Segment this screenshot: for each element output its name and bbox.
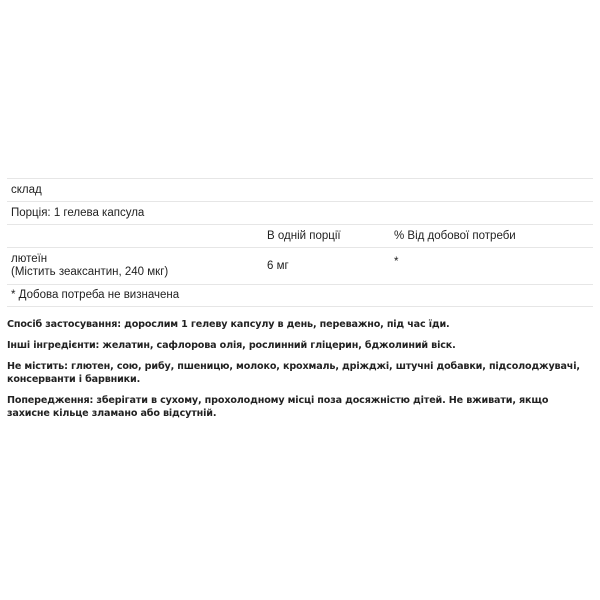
column-header-per-serving: В одній порції xyxy=(267,229,341,242)
does-not-contain-note: Не містить: глютен, сою, рибу, пшеницю, молоко, крохмаль, дріжджі, штучні добавки, підсолоджувачі, консерванти і барвники. xyxy=(7,361,580,385)
serving-size: Порція: 1 гелева капсула xyxy=(11,206,145,219)
ingredient-name-cell xyxy=(7,253,263,279)
serving-row xyxy=(7,201,593,224)
ingredient-name: лютеїн xyxy=(11,253,48,265)
ingredient-per-serving: 6 мг xyxy=(267,259,289,272)
table-footnote: * Добова потреба не визначена xyxy=(11,289,180,301)
footnote-row xyxy=(7,284,593,307)
ingredient-subtext: (Містить зеаксантин, 240 мкг) xyxy=(11,266,169,278)
table-title: склад xyxy=(11,183,42,196)
table-row xyxy=(7,247,593,284)
product-notes xyxy=(7,318,593,428)
supplement-facts-table xyxy=(7,178,593,307)
usage-note: Спосіб застосування: дорослим 1 гелеву капсулу в день, переважно, під час їди. xyxy=(7,319,450,330)
table-header-row xyxy=(7,224,593,247)
ingredient-daily-value: * xyxy=(394,256,399,268)
column-header-daily-value: % Від добової потреби xyxy=(394,229,516,242)
warning-note: Попередження: зберігати в сухому, прохолодному місці поза досяжністю дітей. Не вживати, якщо захисне кільце зламано або відсутній. xyxy=(7,395,549,419)
table-title-row xyxy=(7,178,593,201)
other-ingredients-note: Інші інгредієнти: желатин, сафлорова олія, рослинний гліцерин, бджолиний віск. xyxy=(7,340,456,351)
